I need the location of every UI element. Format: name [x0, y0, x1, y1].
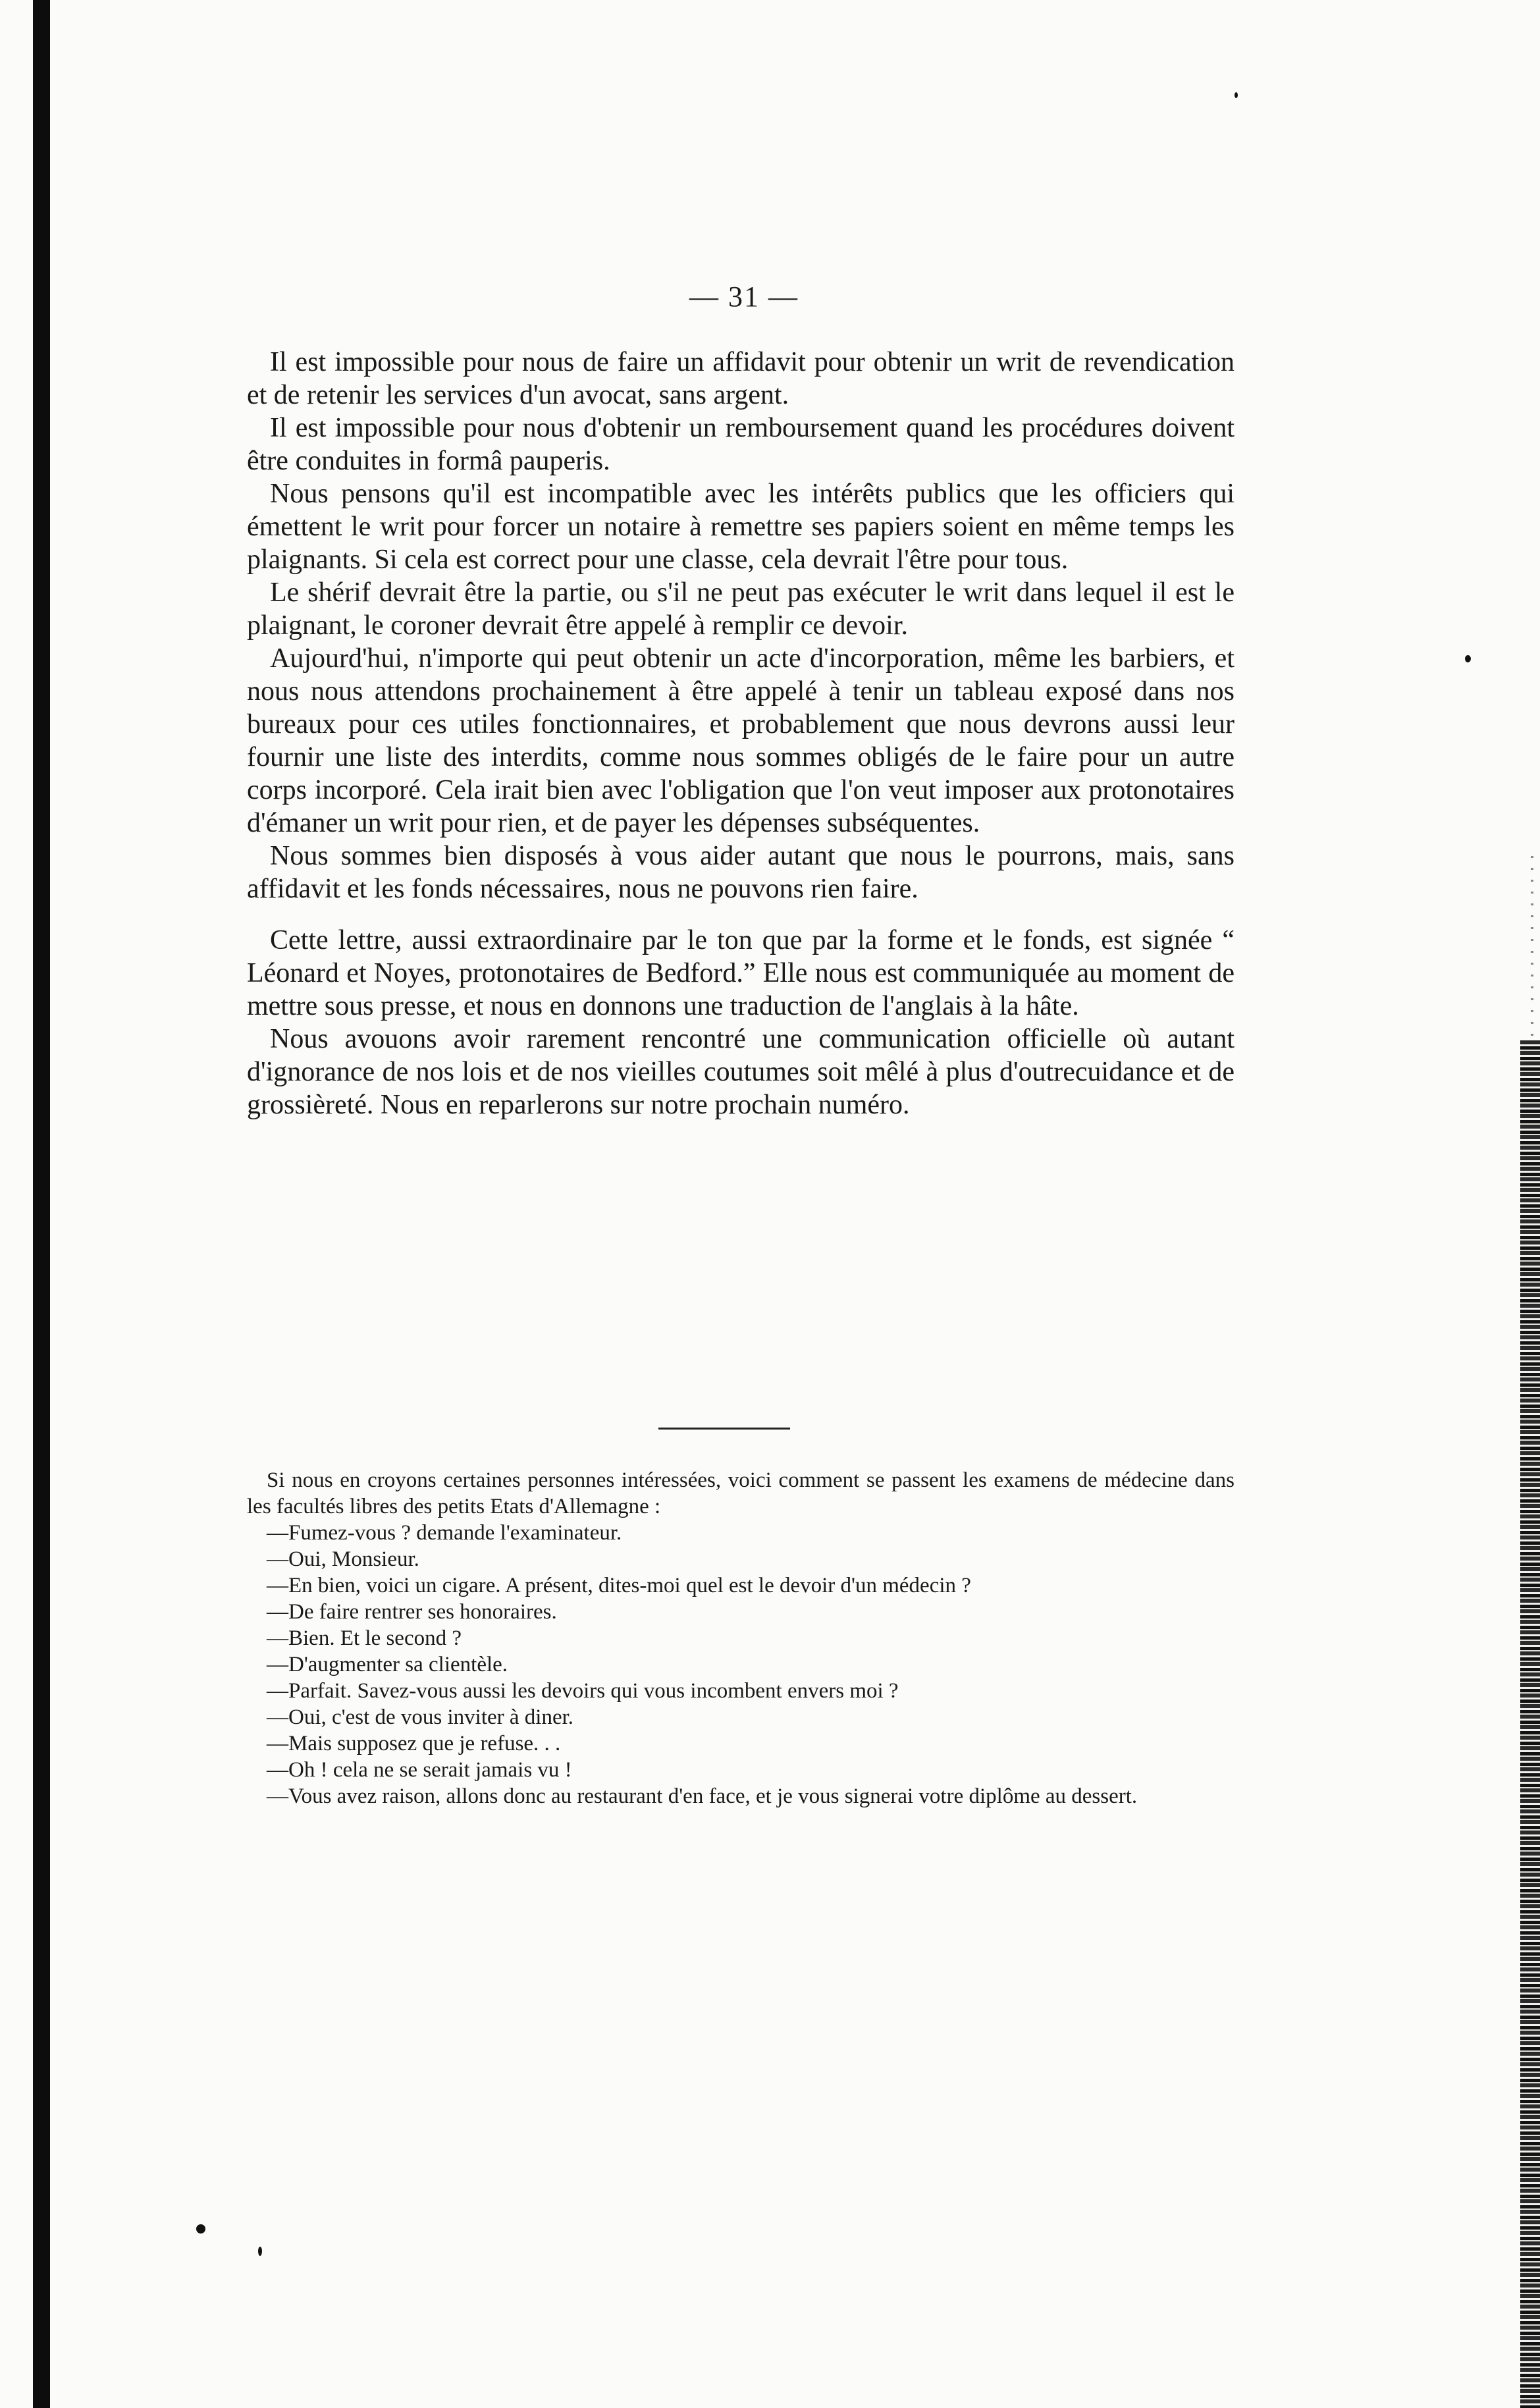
paragraph: Nous avouons avoir rarement rencontré une communication officielle où autant d'ignorance de nos lois et de nos vieilles coutumes soit mêlé à plus d'outrecuidance et de grossièreté. Nous en reparlerons sur notre prochain numéro. [247, 1024, 1235, 1120]
dialogue-line: —Oui, Monsieur. [267, 1547, 419, 1571]
paragraph: Cette lettre, aussi extraordinaire par le ton que par la forme et le fonds, est signée “ Léonard et Noyes, protonotaires de Bedford.” Elle nous est communiquée au moment de mettre sous presse, et nous en donnons une traduction de l'anglais à la hâte. [247, 925, 1235, 1021]
scan-edge-right [1520, 1040, 1540, 2408]
page-number: — 31 — [689, 281, 799, 313]
section-divider [658, 1428, 790, 1430]
speck [1465, 655, 1471, 662]
paragraph: Il est impossible pour nous d'obtenir un remboursement quand les procédures doivent être conduites in formâ pauperis. [247, 413, 1235, 476]
anecdote-text [247, 1467, 1235, 1809]
dialogue-line: —D'augmenter sa clientèle. [267, 1653, 508, 1676]
paragraph: Aujourd'hui, n'importe qui peut obtenir un acte d'incorporation, même les barbiers, et nous nous attendons prochainement à être appelé à tenir un tableau exposé dans nos bureaux pour ces utiles fonctionnaires, et probablement que nous devrons aussi leur fournir une liste des interdits, comme nous sommes obligés de le faire pour un autre corps incorporé. Cela irait bien avec l'obligation que l'on veut imposer aux protonotaires d'émaner un writ pour rien, et de payer les dépenses subséquentes. [247, 643, 1235, 838]
dialogue-line: —Bien. Et le second ? [267, 1626, 462, 1650]
dialogue-line: —Mais supposez que je refuse. . . [267, 1732, 561, 1755]
dialogue-line: —Fumez-vous ? demande l'examinateur. [267, 1521, 622, 1545]
dialogue-line: —Vous avez raison, allons donc au restaurant d'en face, et je vous signerai votre diplôme au dessert. [267, 1784, 1138, 1808]
dialogue-line: —De faire rentrer ses honoraires. [267, 1600, 557, 1624]
dialogue-line: —Parfait. Savez-vous aussi les devoirs qui vous incombent envers moi ? [267, 1679, 899, 1703]
speck [258, 2247, 262, 2256]
main-text [247, 346, 1235, 1121]
paragraph: Le shérif devrait être la partie, ou s'il ne peut pas exécuter le writ dans lequel il est le plaignant, le coroner devrait être appelé à remplir ce devoir. [247, 577, 1235, 641]
paragraph: Nous pensons qu'il est incompatible avec les intérêts publics que les officiers qui émettent le writ pour forcer un notaire à remettre ses papiers soient en même temps les plaignants. Si cela est correct pour une classe, cela devrait l'être pour tous. [247, 479, 1235, 575]
speck [196, 2224, 205, 2234]
paragraph: Nous sommes bien disposés à vous aider autant que nous le pourrons, mais, sans affidavit et les fonds nécessaires, nous ne pouvons rien faire. [247, 841, 1235, 904]
dialogue-line: —Oui, c'est de vous inviter à diner. [267, 1705, 574, 1729]
speck [1235, 92, 1238, 98]
note-intro: Si nous en croyons certaines personnes intéressées, voici comment se passent les examens de médecine dans les facultés libres des petits Etats d'Allemagne : [247, 1468, 1235, 1518]
dialogue-line: —Oh ! cela ne se serait jamais vu ! [267, 1758, 572, 1782]
paragraph: Il est impossible pour nous de faire un affidavit pour obtenir un writ de revendication et de retenir les services d'un avocat, sans argent. [247, 347, 1235, 410]
dialogue-line: —En bien, voici un cigare. A présent, dites-moi quel est le devoir d'un médecin ? [267, 1574, 971, 1597]
scan-edge-right-marks [1531, 856, 1533, 1040]
scan-edge-left [33, 0, 50, 2408]
